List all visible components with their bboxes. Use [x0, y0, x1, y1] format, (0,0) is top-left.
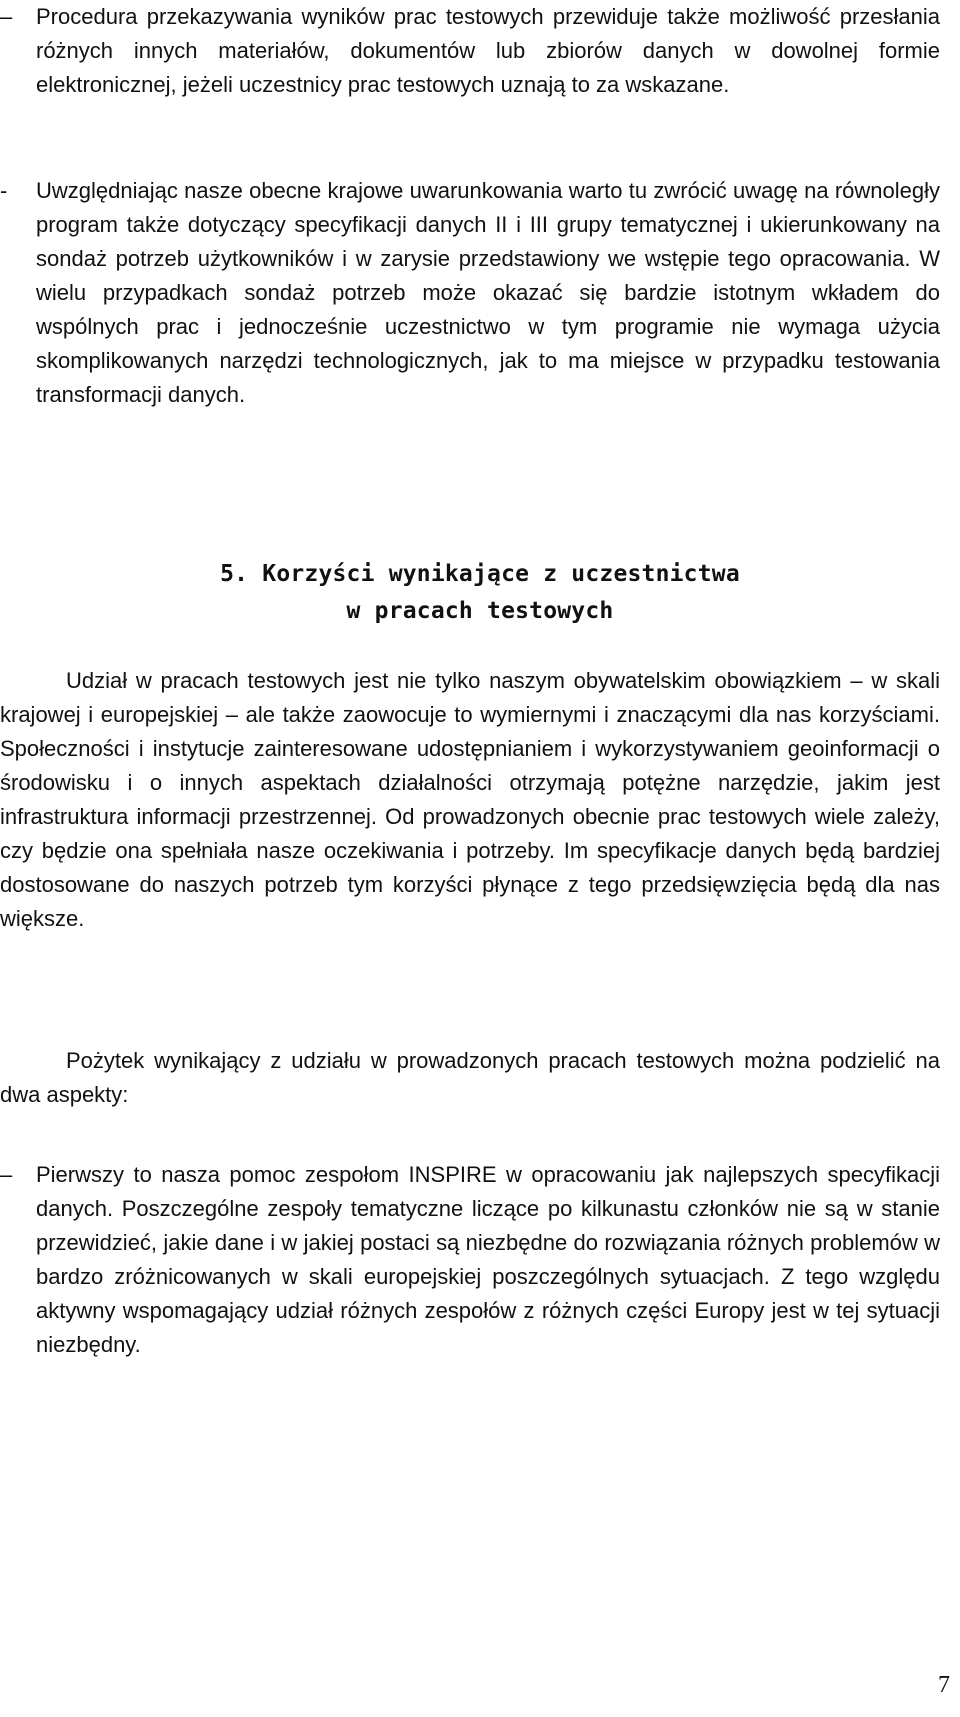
section-heading-line-1: 5. Korzyści wynikające z uczestnictwa	[220, 561, 740, 587]
page-number: 7	[938, 1672, 950, 1698]
list-item-first-aspect	[0, 1158, 940, 1362]
list-item-user-needs-survey	[0, 174, 940, 412]
dash-marker: –	[0, 4, 13, 29]
body-paragraph-benefits: Udział w pracach testowych jest nie tylko naszym obywatelskim obowiązkiem – w skali krajowej i europejskiej – ale także zaowocuje to wymiernymi i znaczącymi dla nas korzyściami. Społeczności i instytucje zainteresowane udostępnianiem i wykorzystywaniem geoinformacji o środowisku i o innych aspektach działalności otrzymają potężne narzędzie, jakim jest infrastruktura informacji przestrzennej. Od prowadzonych obecnie prac testowych wiele zależy, czy będzie ona spełniała nasze oczekiwania i potrzeby. Im specyfikacje danych będą bardziej dostosowane do naszych potrzeb tym korzyści płynące z tego przedsięwzięcia będą dla nas większe.	[0, 668, 940, 931]
list-item-results-procedure	[0, 0, 940, 102]
list-item-text: Procedura przekazywania wyników prac testowych przewiduje także możliwość przesłania różnych innych materiałów, dokumentów lub zbiorów danych w dowolnej formie elektronicznej, jeżeli uczestnicy prac testowych uznają to za wskazane.	[36, 4, 940, 97]
list-item-text: Pierwszy to nasza pomoc zespołom INSPIRE w opracowaniu jak najlepszych specyfikacji danych. Poszczególne zespoły tematyczne liczące po kilkunastu członków nie są w stanie przewidzieć, jakie dane i w jakiej postaci są niezbędne do rozwiązania różnych problemów w bardzo zróżnicowanych w skali europejskiej poszczególnych sytuacjach. Z tego względu aktywny wspomagający udział różnych zespołów z różnych części Europy jest w tej sytuacji niezbędny.	[36, 1162, 940, 1357]
dash-marker: –	[0, 1162, 13, 1187]
list-item-text: Uwzględniając nasze obecne krajowe uwarunkowania warto tu zwrócić uwagę na równoległy program także dotyczący specyfikacji danych II i III grupy tematycznej i ukierunkowany na sondaż potrzeb użytkowników i w zarysie przedstawiony we wstępie tego opracowania. W wielu przypadkach sondaż potrzeb może okazać się bardzie istotnym wkładem do wspólnych prac i jednocześnie uczestnictwo w tym programie nie wymaga użycia skomplikowanych narzędzi technologicznych, jak to ma miejsce w przypadku testowania transformacji danych.	[36, 178, 940, 407]
dash-marker: -	[0, 178, 8, 203]
section-heading-line-2: w pracach testowych	[346, 598, 614, 624]
body-paragraph-aspects: Pożytek wynikający z udziału w prowadzonych pracach testowych można podzielić na dwa aspekty:	[0, 1048, 940, 1107]
